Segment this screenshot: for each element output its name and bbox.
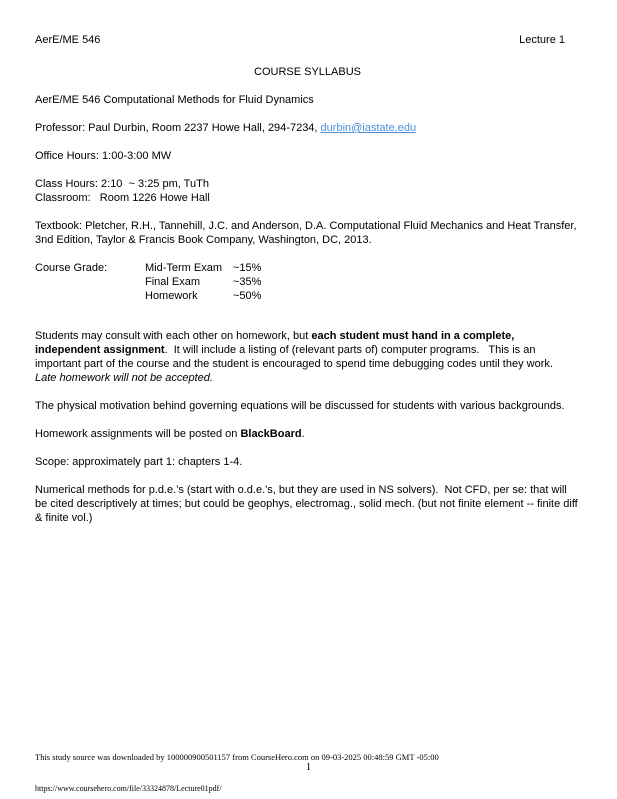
class-info-block <box>35 177 580 205</box>
grade-item-weight: ~35% <box>233 276 262 288</box>
homework-post-paragraph <box>35 427 580 441</box>
homework-policy-paragraph <box>35 329 580 385</box>
page-header <box>35 33 565 47</box>
header-course-code: AerE/ME 546 <box>35 34 101 46</box>
header-lecture-number: Lecture 1 <box>519 34 565 46</box>
office-hours-line: Office Hours: 1:00-3:00 MW <box>35 150 172 162</box>
source-url: https://www.coursehero.com/file/33324878/Lecture01pdf/ <box>35 784 222 793</box>
professor-email-link[interactable]: durbin@iastate.edu <box>320 122 417 134</box>
scope-line: Scope: approximately part 1: chapters 1-4. <box>35 456 243 468</box>
grade-item-label: Final Exam <box>145 276 201 288</box>
methods-paragraph: Numerical methods for p.d.e.'s (start with o.d.e.'s, but they are used in NS solvers). Not CFD, per se: that will be cited descriptively at times; but could be geophys, electromag., solid mech. (but not finite element -- finite diff & finite vol.) <box>35 484 581 524</box>
grade-row-midterm <box>145 261 261 275</box>
policy-text: . It will include a listing of (relevant parts of) computer programs. This is an important part of the course and the student is encouraged to spend time debugging codes until they work. <box>35 344 560 370</box>
policy-bold-text: each student must hand in a complete, independent assignment <box>35 330 518 356</box>
grade-item-label: Mid-Term Exam <box>145 262 223 274</box>
page-title: COURSE SYLLABUS <box>254 66 361 78</box>
late-homework-italic-text: Late homework will not be accepted. <box>35 372 213 384</box>
grade-item-label: Homework <box>145 290 198 302</box>
download-notice: This study source was downloaded by 100000900501157 from CourseHero.com on 09-03-2025 00:48:59 GMT -05:00 <box>35 752 439 762</box>
grade-table <box>145 261 261 303</box>
course-name-line: AerE/ME 546 Computational Methods for Fluid Dynamics <box>35 94 314 106</box>
course-grade-label: Course Grade: <box>35 262 108 274</box>
blackboard-bold-text: BlackBoard <box>240 428 302 440</box>
course-grade-block <box>35 261 580 303</box>
policy-text: Students may consult with each other on homework, but <box>35 330 312 342</box>
page-number: 1 <box>305 761 312 773</box>
motivation-paragraph: The physical motivation behind governing equations will be discussed for students with various backgrounds. <box>35 400 565 412</box>
homework-post-text-end: . <box>301 428 305 440</box>
professor-line <box>35 121 580 135</box>
professor-text: Professor: Paul Durbin, Room 2237 Howe Hall, 294-7234, <box>35 122 321 134</box>
homework-post-text: Homework assignments will be posted on <box>35 428 241 440</box>
class-hours-line: Class Hours: 2:10 ~ 3:25 pm, TuTh <box>35 178 209 190</box>
grade-item-weight: ~15% <box>233 262 262 274</box>
classroom-line: Classroom: Room 1226 Howe Hall <box>35 192 210 204</box>
grade-row-final <box>145 275 261 289</box>
grade-item-weight: ~50% <box>233 290 262 302</box>
textbook-line: Textbook: Pletcher, R.H., Tannehill, J.C. and Anderson, D.A. Computational Fluid Mechanics and Heat Transfer, 3nd Edition, Taylor & Francis Book Company, Washington, DC, 2013. <box>35 220 580 246</box>
document-body <box>35 65 580 539</box>
grade-row-homework <box>145 289 261 303</box>
